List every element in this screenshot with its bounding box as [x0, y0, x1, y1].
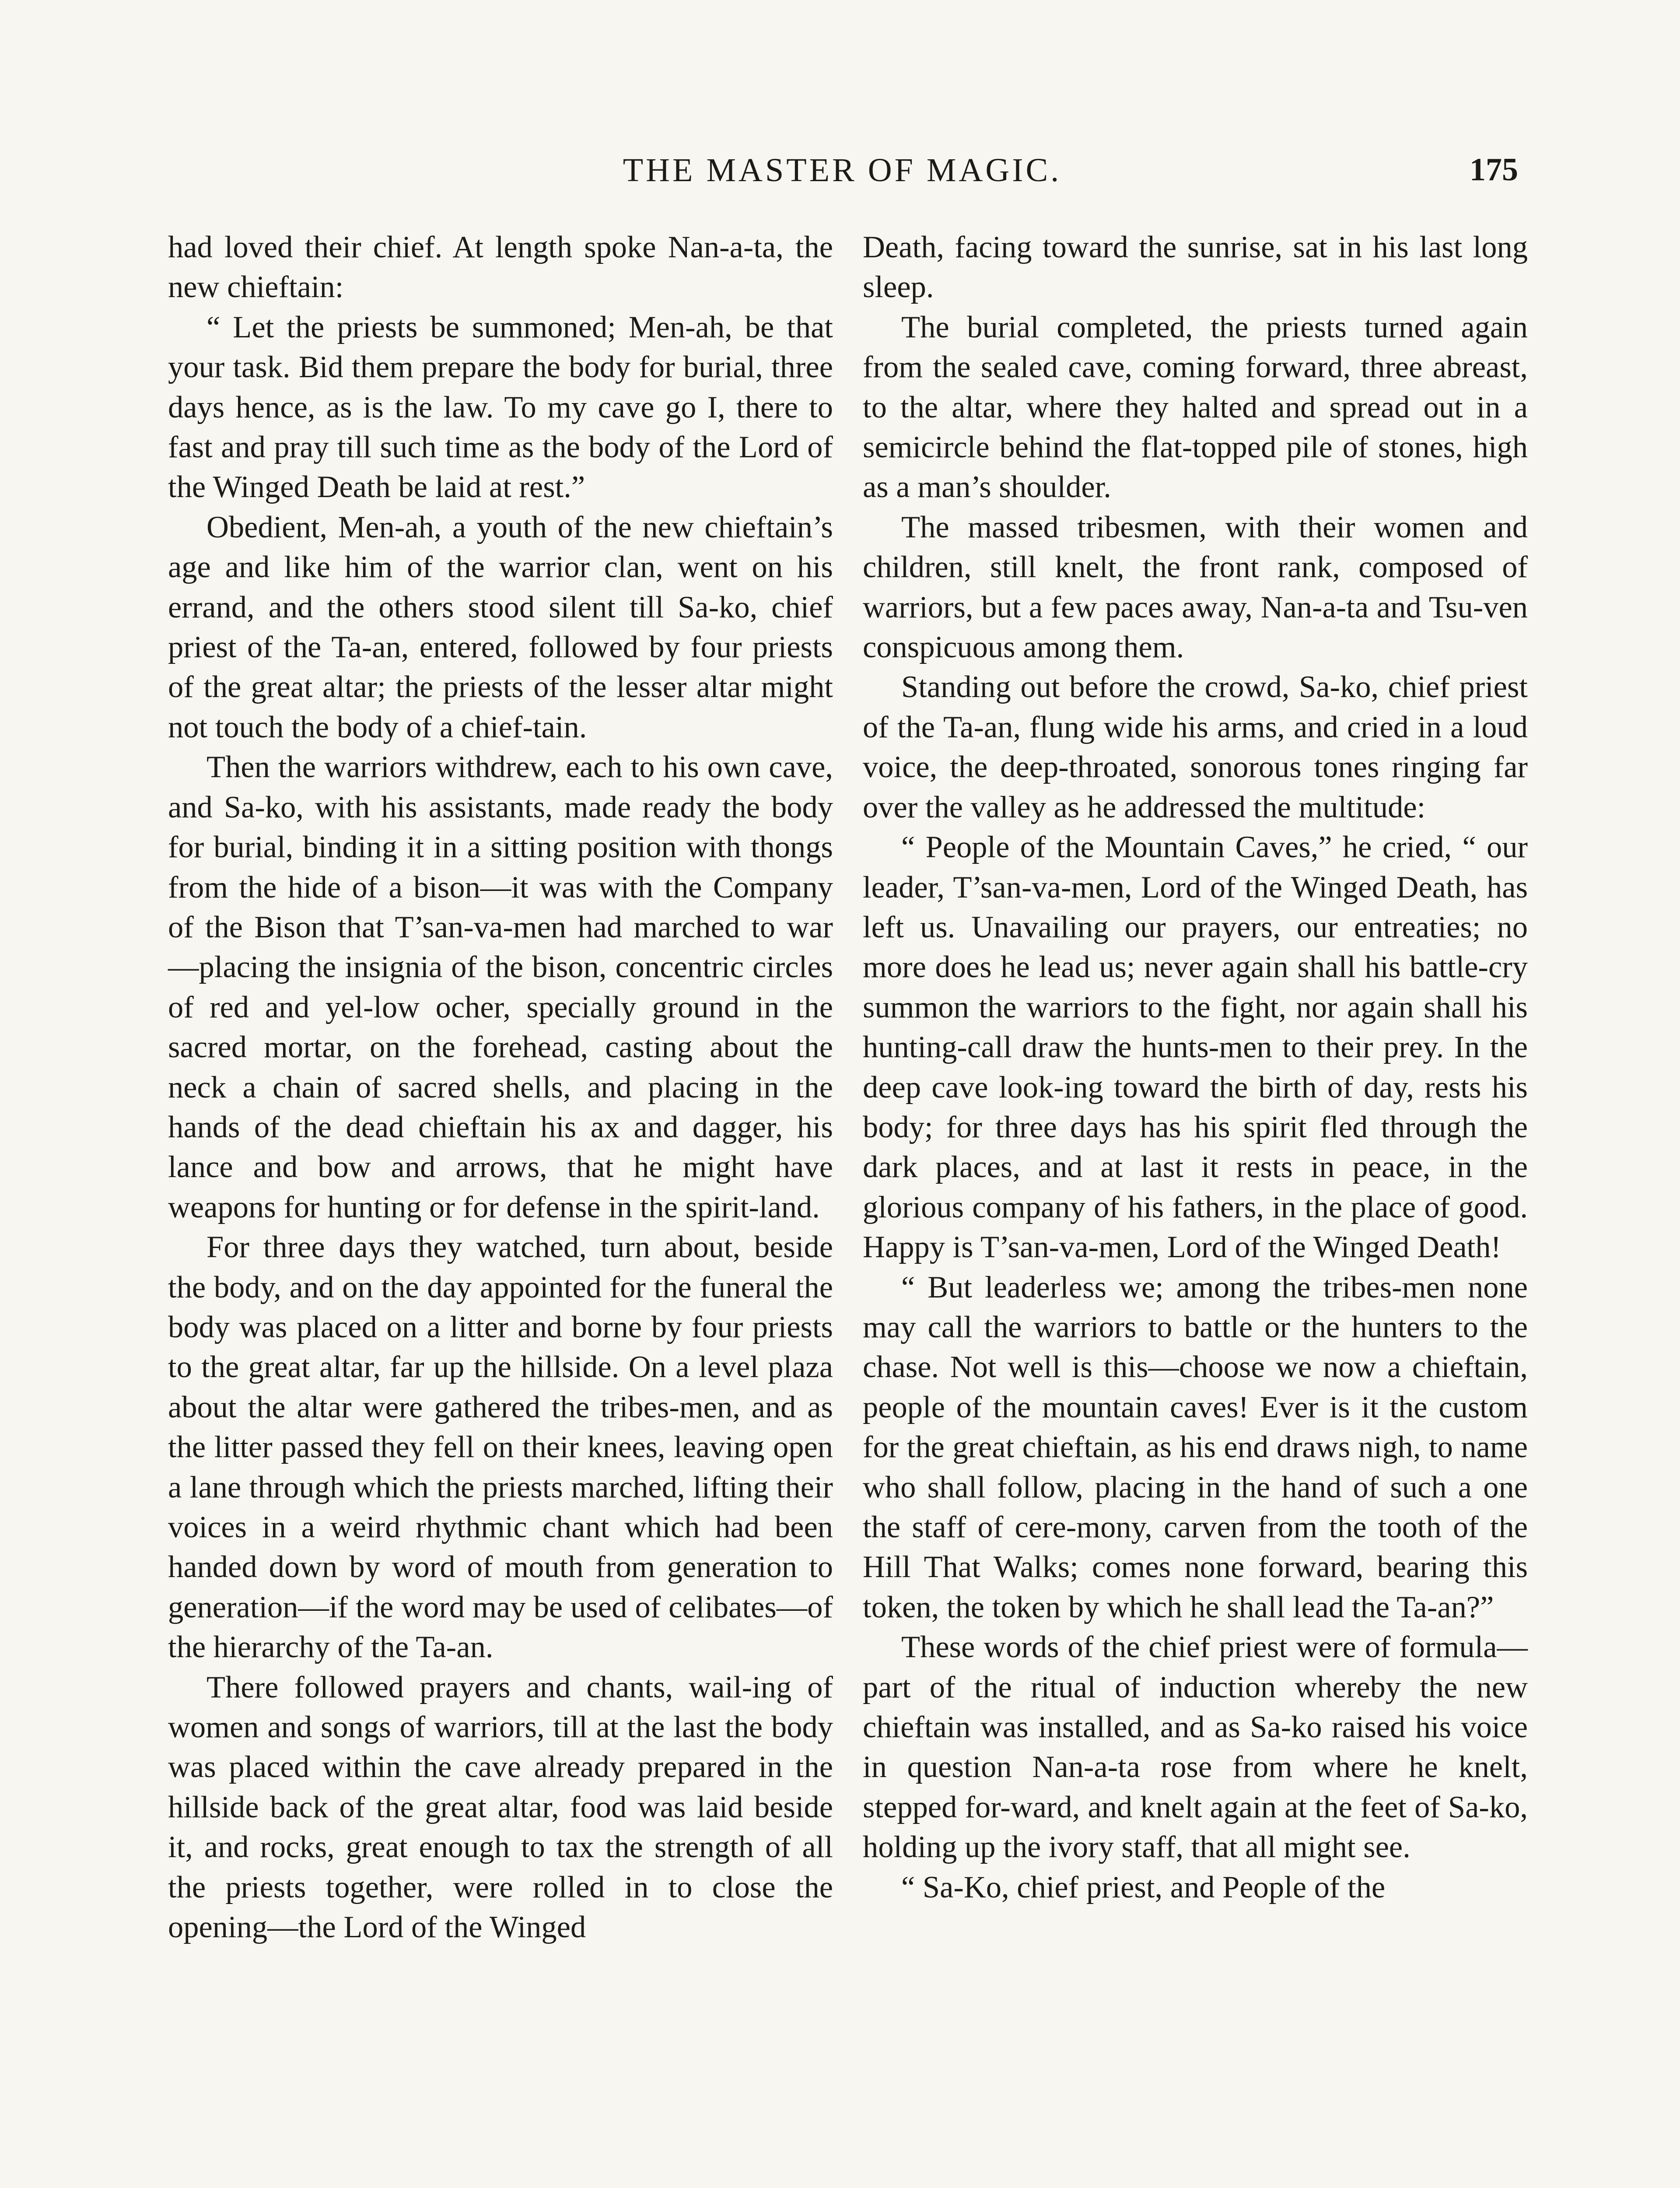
paragraph: “ But leaderless we; among the tribes-men none may call the warriors to battle or the hunters to the chase. Not well is this—choose we now a chieftain, people of the mountain caves! Ever is it the custom for the great chieftain, as his end draws nigh, to name who shall follow, placing in the hand of such a one the staff of cere-mony, carven from the tooth of the Hill That Walks; comes none forward, bearing this token, the token by which he shall lead the Ta-an?” — [863, 1270, 1528, 1624]
left-column — [168, 228, 833, 1947]
paragraph: had loved their chief. At length spoke Nan-a-ta, the new chieftain: — [168, 230, 833, 305]
paragraph: “ Let the priests be summoned; Men-ah, be that your task. Bid them prepare the body for burial, three days hence, as is the law. To my cave go I, there to fast and pray till such time as the body of the Lord of the Winged Death be laid at rest.” — [168, 310, 833, 505]
paragraph: “ People of the Mountain Caves,” he cried, “ our leader, T’san-va-men, Lord of the Winged Death, has left us. Unavailing our prayers, our entreaties; no more does he lead us; never again shall his battle-cry summon the warriors to the fight, nor again shall his hunting-call draw the hunts-men to their prey. In the deep cave look-ing toward the birth of day, rests his body; for three days has his spirit fled through the dark places, and at last it rests in peace, in the glorious company of his fathers, in the place of good. Happy is T’san-va-men, Lord of the Winged Death! — [863, 830, 1528, 1265]
paragraph: Obedient, Men-ah, a youth of the new chieftain’s age and like him of the warrior clan, went on his errand, and the others stood silent till Sa-ko, chief priest of the Ta-an, entered, followed by four priests of the great altar; the priests of the lesser altar might not touch the body of a chief-tain. — [168, 510, 833, 744]
paragraph: Then the warriors withdrew, each to his own cave, and Sa-ko, with his assistants, made ready the body for burial, binding it in a sitting position with thongs from the hide of a bison—it was with the Company of the Bison that T’san-va-men had marched to war—placing the insignia of the bison, concentric circles of red and yel-low ocher, specially ground in the sacred mortar, on the forehead, casting about the neck a chain of sacred shells, and placing in the hands of the dead chieftain his ax and dagger, his lance and bow and arrows, that he might have weapons for hunting or for defense in the spirit-land. — [168, 750, 833, 1224]
paragraph: These words of the chief priest were of formula—part of the ritual of induction whereby the new chieftain was installed, and as Sa-ko raised his voice in question Nan-a-ta rose from where he knelt, stepped for-ward, and knelt again at the feet of Sa-ko, holding up the ivory staff, that all might see. — [863, 1630, 1528, 1865]
paragraph: Death, facing toward the sunrise, sat in his last long sleep. — [863, 230, 1528, 305]
running-head — [166, 151, 1518, 195]
running-title: THE MASTER OF MAGIC. — [623, 152, 1062, 189]
page-number: 175 — [1470, 152, 1518, 188]
paragraph: There followed prayers and chants, wail-ing of women and songs of warriors, till at the last the body was placed within the cave already prepared in the hillside back of the great altar, food was laid beside it, and rocks, great enough to tax the strength of all the priests together, were rolled in to close the opening—the Lord of the Winged — [168, 1670, 833, 1945]
paragraph: The burial completed, the priests turned again from the sealed cave, coming forward, three abreast, to the altar, where they halted and spread out in a semicircle behind the flat-topped pile of stones, high as a man’s shoulder. — [863, 310, 1528, 505]
paragraph: Standing out before the crowd, Sa-ko, chief priest of the Ta-an, flung wide his arms, and cried in a loud voice, the deep-throated, sonorous tones ringing far over the valley as he addressed the multitude: — [863, 670, 1528, 824]
paragraph: The massed tribesmen, with their women and children, still knelt, the front rank, composed of warriors, but a few paces away, Nan-a-ta and Tsu-ven conspicuous among them. — [863, 510, 1528, 665]
paragraph: “ Sa-Ko, chief priest, and People of the — [901, 1870, 1386, 1904]
paragraph: For three days they watched, turn about, beside the body, and on the day appointed for the funeral the body was placed on a litter and borne by four priests to the great altar, far up the hillside. On a level plaza about the altar were gathered the tribes-men, and as the litter passed they fell on their knees, leaving open a lane through which the priests marched, lifting their voices in a weird rhythmic chant which had been handed down by word of mouth from generation to generation—if the word may be used of celibates—of the hierarchy of the Ta-an. — [168, 1230, 833, 1665]
right-column — [863, 228, 1528, 1907]
